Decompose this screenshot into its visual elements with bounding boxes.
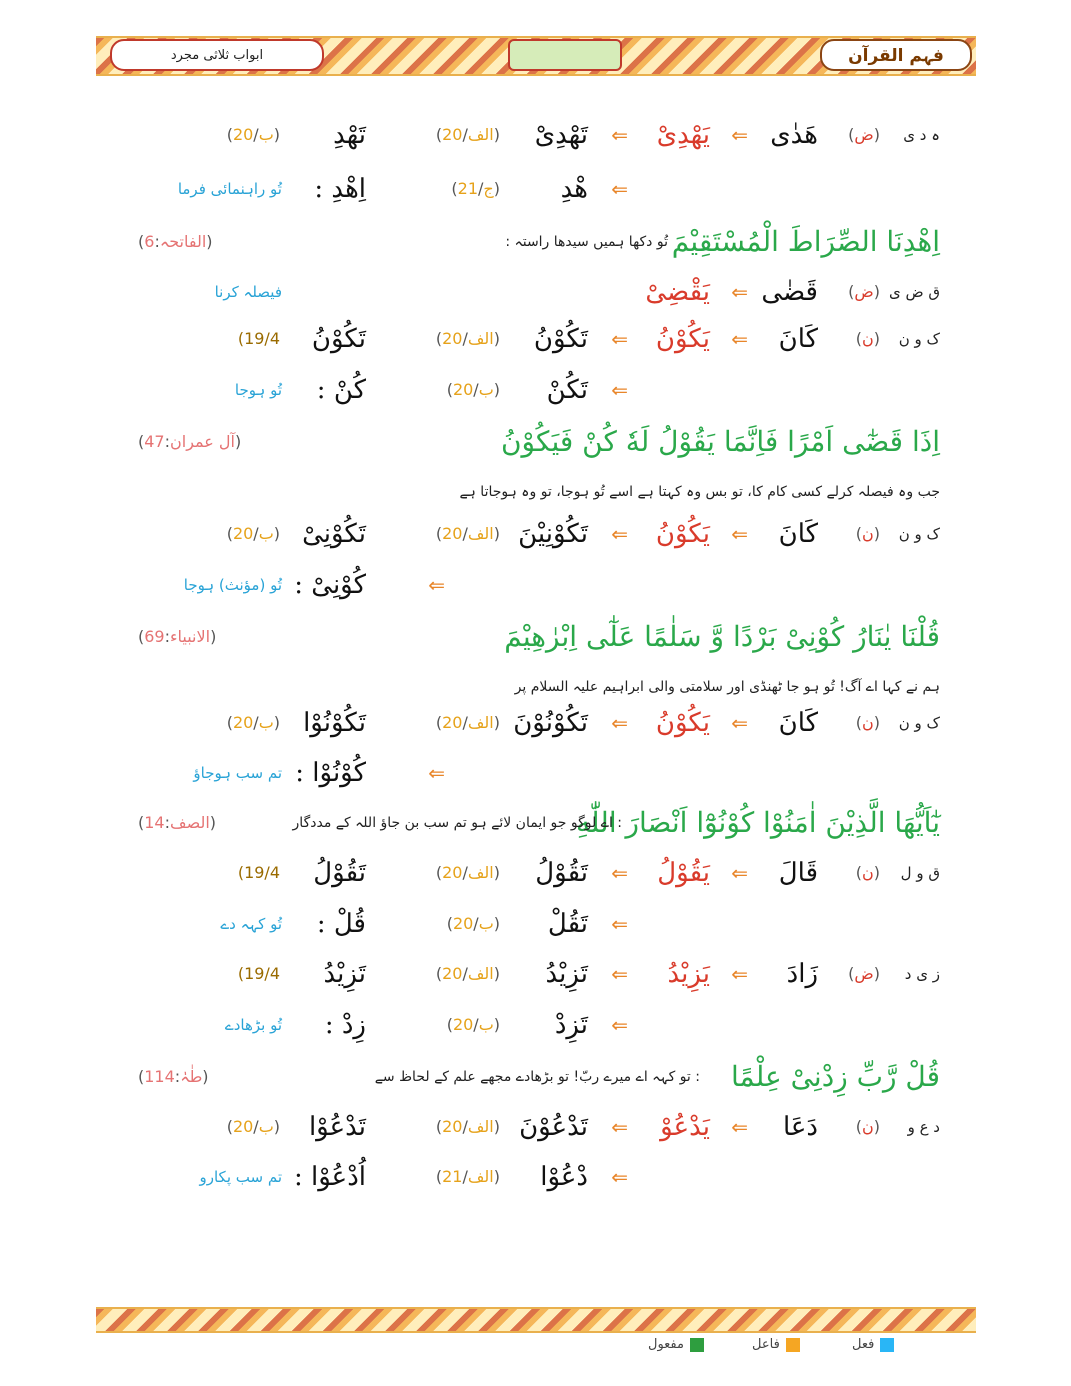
rule-reference: (الف/20) — [435, 713, 500, 732]
past-verb: زَادَ — [786, 959, 818, 989]
verse-row — [0, 806, 1071, 840]
conjugation-row — [0, 907, 1071, 941]
derived-form: تَقُوْلُ — [313, 858, 366, 888]
conjugation-row — [0, 568, 1071, 602]
rule-reference-2: (ب/20) — [226, 524, 280, 543]
bab-marker: (ن) — [855, 1117, 880, 1136]
derived-form: قُلْ : — [316, 909, 366, 939]
meaning: تم سب ہوجاؤ — [193, 764, 282, 782]
arrow-icon: ⇐ — [731, 280, 748, 304]
derived-form: تَزِيْدُ — [323, 959, 366, 989]
root-letters: ق و ل — [900, 864, 940, 882]
surah-reference: (آل عمران:47) — [138, 432, 242, 451]
verse-text: اِذَا قَضٰٓى اَمْرًا فَاِنَّمَا يَقُوْلُ لَهٗ كُنْ فَيَكُوْنُ — [500, 425, 940, 458]
arrow-icon: ⇐ — [611, 378, 628, 402]
rule-reference: (الف/20) — [435, 329, 500, 348]
conjugated-form: تَكُوْنِيْنَ — [518, 519, 588, 549]
arrow-icon: ⇐ — [731, 1115, 748, 1139]
arrow-icon: ⇐ — [611, 1165, 628, 1189]
derived-form: تَكُوْنُ — [311, 324, 366, 354]
derived-form: كُوْنِىْ : — [294, 570, 366, 600]
rule-reference: (ب/20) — [446, 1015, 500, 1034]
verse-row — [0, 425, 1071, 500]
arrow-icon: ⇐ — [731, 962, 748, 986]
surah-reference: (الانبیاء:69) — [138, 627, 217, 646]
verse-translation: تُو دکھا ہمیں سیدھا راستہ : — [505, 234, 668, 250]
conjugation-row — [0, 373, 1071, 407]
verse-text: يٰٓاَيُّهَا الَّذِيْنَ اٰمَنُوْا كُوْنُوْٓا اَنْصَارَ اللّٰهِ — [576, 806, 940, 839]
conjugation-row — [0, 322, 1071, 356]
conjugated-form: تَكُوْنُوْنَ — [513, 708, 588, 738]
derived-form: زِدْ : — [324, 1010, 366, 1040]
rule-reference: (الف/20) — [435, 863, 500, 882]
bab-marker: (ض) — [848, 282, 880, 301]
past-verb: قَضٰى — [761, 277, 818, 307]
rule-reference-2: (ب/20) — [226, 1117, 280, 1136]
bab-marker: (ن) — [855, 863, 880, 882]
conjugation-row — [0, 1110, 1071, 1144]
verse-translation: : اے لوگو جو ایمان لائے ہو تم سب بن جاؤ اللہ کے مددگار — [292, 815, 622, 831]
conjugated-form: تَهْدِىْ — [534, 120, 588, 150]
conjugation-row — [0, 517, 1071, 551]
rule-reference-2: (ب/20) — [226, 125, 280, 144]
conjugated-form: تَزِدْ — [554, 1010, 588, 1040]
arrow-icon: ⇐ — [611, 522, 628, 546]
verse-translation: : تو کہہ اے میرے ربّ! تو بڑھادے مجھے علم کے لحاظ سے — [374, 1069, 700, 1085]
root-letters: ق ض ى — [888, 283, 940, 301]
arrow-icon: ⇐ — [731, 123, 748, 147]
conjugated-form: دْعُوْا — [540, 1162, 588, 1192]
present-verb: يَقُوْلُ — [657, 858, 710, 888]
rule-reference: (الف/20) — [435, 964, 500, 983]
arrow-icon: ⇐ — [611, 123, 628, 147]
meaning: فیصلہ کرنا — [214, 283, 282, 301]
conjugated-form: هْدِ — [560, 174, 588, 204]
rule-reference-2: (19/4 — [237, 863, 280, 882]
rule-reference: (الف/20) — [435, 1117, 500, 1136]
conjugated-form: تَزِيْدُ — [545, 959, 588, 989]
rule-reference: (ج/21) — [451, 179, 500, 198]
meaning: تُو کہہ دے — [220, 915, 282, 933]
arrow-icon: ⇐ — [611, 177, 628, 201]
meaning: تُو راہنمائی فرما — [177, 180, 282, 198]
conjugation-row — [0, 856, 1071, 890]
verse-text: قُلْ رَّبِّ زِدْنِىْ عِلْمًا — [731, 1060, 940, 1093]
verse-text: قُلْنَا يٰنَارُ كُوْنِىْ بَرْدًا وَّ سَلٰمًا عَلٰٓى اِبْرٰهِيْمَ — [504, 620, 940, 653]
bab-marker: (ن) — [855, 713, 880, 732]
present-verb: يَقْضِىْ — [645, 277, 710, 307]
conjugation-row — [0, 172, 1071, 206]
arrow-icon: ⇐ — [611, 962, 628, 986]
meaning: تُو بڑھادے — [224, 1016, 282, 1034]
rule-reference: (الف/20) — [435, 125, 500, 144]
conjugation-row — [0, 275, 1071, 309]
arrow-icon: ⇐ — [611, 711, 628, 735]
surah-reference: (الفاتحہ:6) — [138, 232, 213, 251]
present-verb: يَدْعُوْ — [660, 1112, 710, 1142]
past-verb: كَانَ — [778, 324, 818, 354]
legend-fail: فاعل — [752, 1337, 800, 1352]
present-verb: يَزِيْدُ — [667, 959, 710, 989]
root-letters: ک و ن — [898, 714, 940, 732]
verse-row — [0, 1060, 1071, 1094]
chapter-title: ابواب ثلاثی مجرد — [110, 39, 324, 71]
root-letters: ک و ن — [898, 525, 940, 543]
arrow-icon: ⇐ — [611, 912, 628, 936]
footer-ornament — [96, 1307, 976, 1333]
conjugated-form: تَقُلْ — [547, 909, 588, 939]
present-verb: يَكُوْنُ — [655, 324, 710, 354]
rule-reference: (الف/21) — [435, 1167, 500, 1186]
conjugated-form: تَكُنْ — [546, 375, 588, 405]
conjugation-row — [0, 1160, 1071, 1194]
arrow-icon: ⇐ — [611, 327, 628, 351]
arrow-icon: ⇐ — [731, 711, 748, 735]
rule-reference-2: (19/4 — [237, 329, 280, 348]
legend-fil-swatch — [880, 1338, 894, 1352]
meaning: تم سب پکارو — [199, 1168, 282, 1186]
bab-marker: (ض) — [848, 964, 880, 983]
header-center-panel — [508, 39, 622, 71]
verse-translation: جب وہ فیصلہ کرلے کسی کام کا، تو بس وہ کہتا ہے اسے تُو ہوجا، تو وہ ہوجاتا ہے — [459, 484, 940, 500]
conjugation-row — [0, 1008, 1071, 1042]
arrow-icon: ⇐ — [611, 1115, 628, 1139]
book-title: فہم القرآن — [820, 39, 972, 71]
root-letters: ک و ن — [898, 330, 940, 348]
root-letters: ز ی د — [904, 965, 940, 983]
conjugated-form: تَكُوْنُ — [533, 324, 588, 354]
conjugated-form: تَقُوْلُ — [535, 858, 588, 888]
verse-row — [0, 620, 1071, 695]
legend-maful: مفعول — [648, 1337, 704, 1352]
past-verb: دَعَا — [782, 1112, 818, 1142]
derived-form: تَهْدِ — [333, 120, 366, 150]
derived-form: كُنْ : — [316, 375, 366, 405]
past-verb: كَانَ — [778, 708, 818, 738]
bab-marker: (ض) — [848, 125, 880, 144]
bab-marker: (ن) — [855, 524, 880, 543]
arrow-icon: ⇐ — [731, 522, 748, 546]
legend-maful-swatch — [690, 1338, 704, 1352]
past-verb: قَالَ — [778, 858, 818, 888]
root-letters: د ع و — [907, 1118, 940, 1136]
legend-fail-swatch — [786, 1338, 800, 1352]
arrow-icon: ⇐ — [731, 327, 748, 351]
verse-translation: ہم نے کہا اے آگ! تُو ہو جا ٹھنڈی اور سلامتی والی ابراہیم علیہ السلام پر — [514, 679, 940, 695]
past-verb: هَدٰى — [770, 120, 818, 150]
present-verb: يَكُوْنُ — [655, 708, 710, 738]
verse-row — [0, 225, 1071, 259]
derived-form: تَكُوْنِىْ — [302, 519, 366, 549]
conjugation-row — [0, 756, 1071, 790]
legend-fil: فعل — [852, 1337, 894, 1352]
rule-reference: (ب/20) — [446, 380, 500, 399]
arrow-icon: ⇐ — [611, 861, 628, 885]
rule-reference-2: (19/4 — [237, 964, 280, 983]
conjugated-form: تَدْعُوْنَ — [519, 1112, 588, 1142]
rule-reference: (ب/20) — [446, 914, 500, 933]
arrow-icon: ⇐ — [611, 1013, 628, 1037]
meaning: تُو ہوجا — [234, 381, 282, 399]
meaning: تُو (مؤنث) ہوجا — [183, 576, 282, 594]
past-verb: كَانَ — [778, 519, 818, 549]
surah-reference: (الصف:14) — [138, 813, 217, 832]
derived-form: اُدْعُوْا : — [294, 1162, 366, 1192]
rule-reference: (الف/20) — [435, 524, 500, 543]
derived-form: اِهْدِ : — [314, 174, 366, 204]
bab-marker: (ن) — [855, 329, 880, 348]
verse-text: اِهْدِنَا الصِّرَاطَ الْمُسْتَقِيْمَ — [671, 225, 940, 258]
arrow-icon: ⇐ — [428, 761, 445, 785]
conjugation-row — [0, 957, 1071, 991]
rule-reference-2: (ب/20) — [226, 713, 280, 732]
arrow-icon: ⇐ — [731, 861, 748, 885]
present-verb: يَهْدِىْ — [656, 120, 710, 150]
arrow-icon: ⇐ — [428, 573, 445, 597]
derived-form: تَكُوْنُوْا — [303, 708, 366, 738]
conjugation-row — [0, 118, 1071, 152]
surah-reference: (طٰہٰ:114) — [138, 1067, 209, 1086]
derived-form: كُوْنُوْا : — [295, 758, 366, 788]
root-letters: ہ د ی — [903, 126, 940, 144]
derived-form: تَدْعُوْا — [308, 1112, 366, 1142]
conjugation-row — [0, 706, 1071, 740]
present-verb: يَكُوْنُ — [655, 519, 710, 549]
